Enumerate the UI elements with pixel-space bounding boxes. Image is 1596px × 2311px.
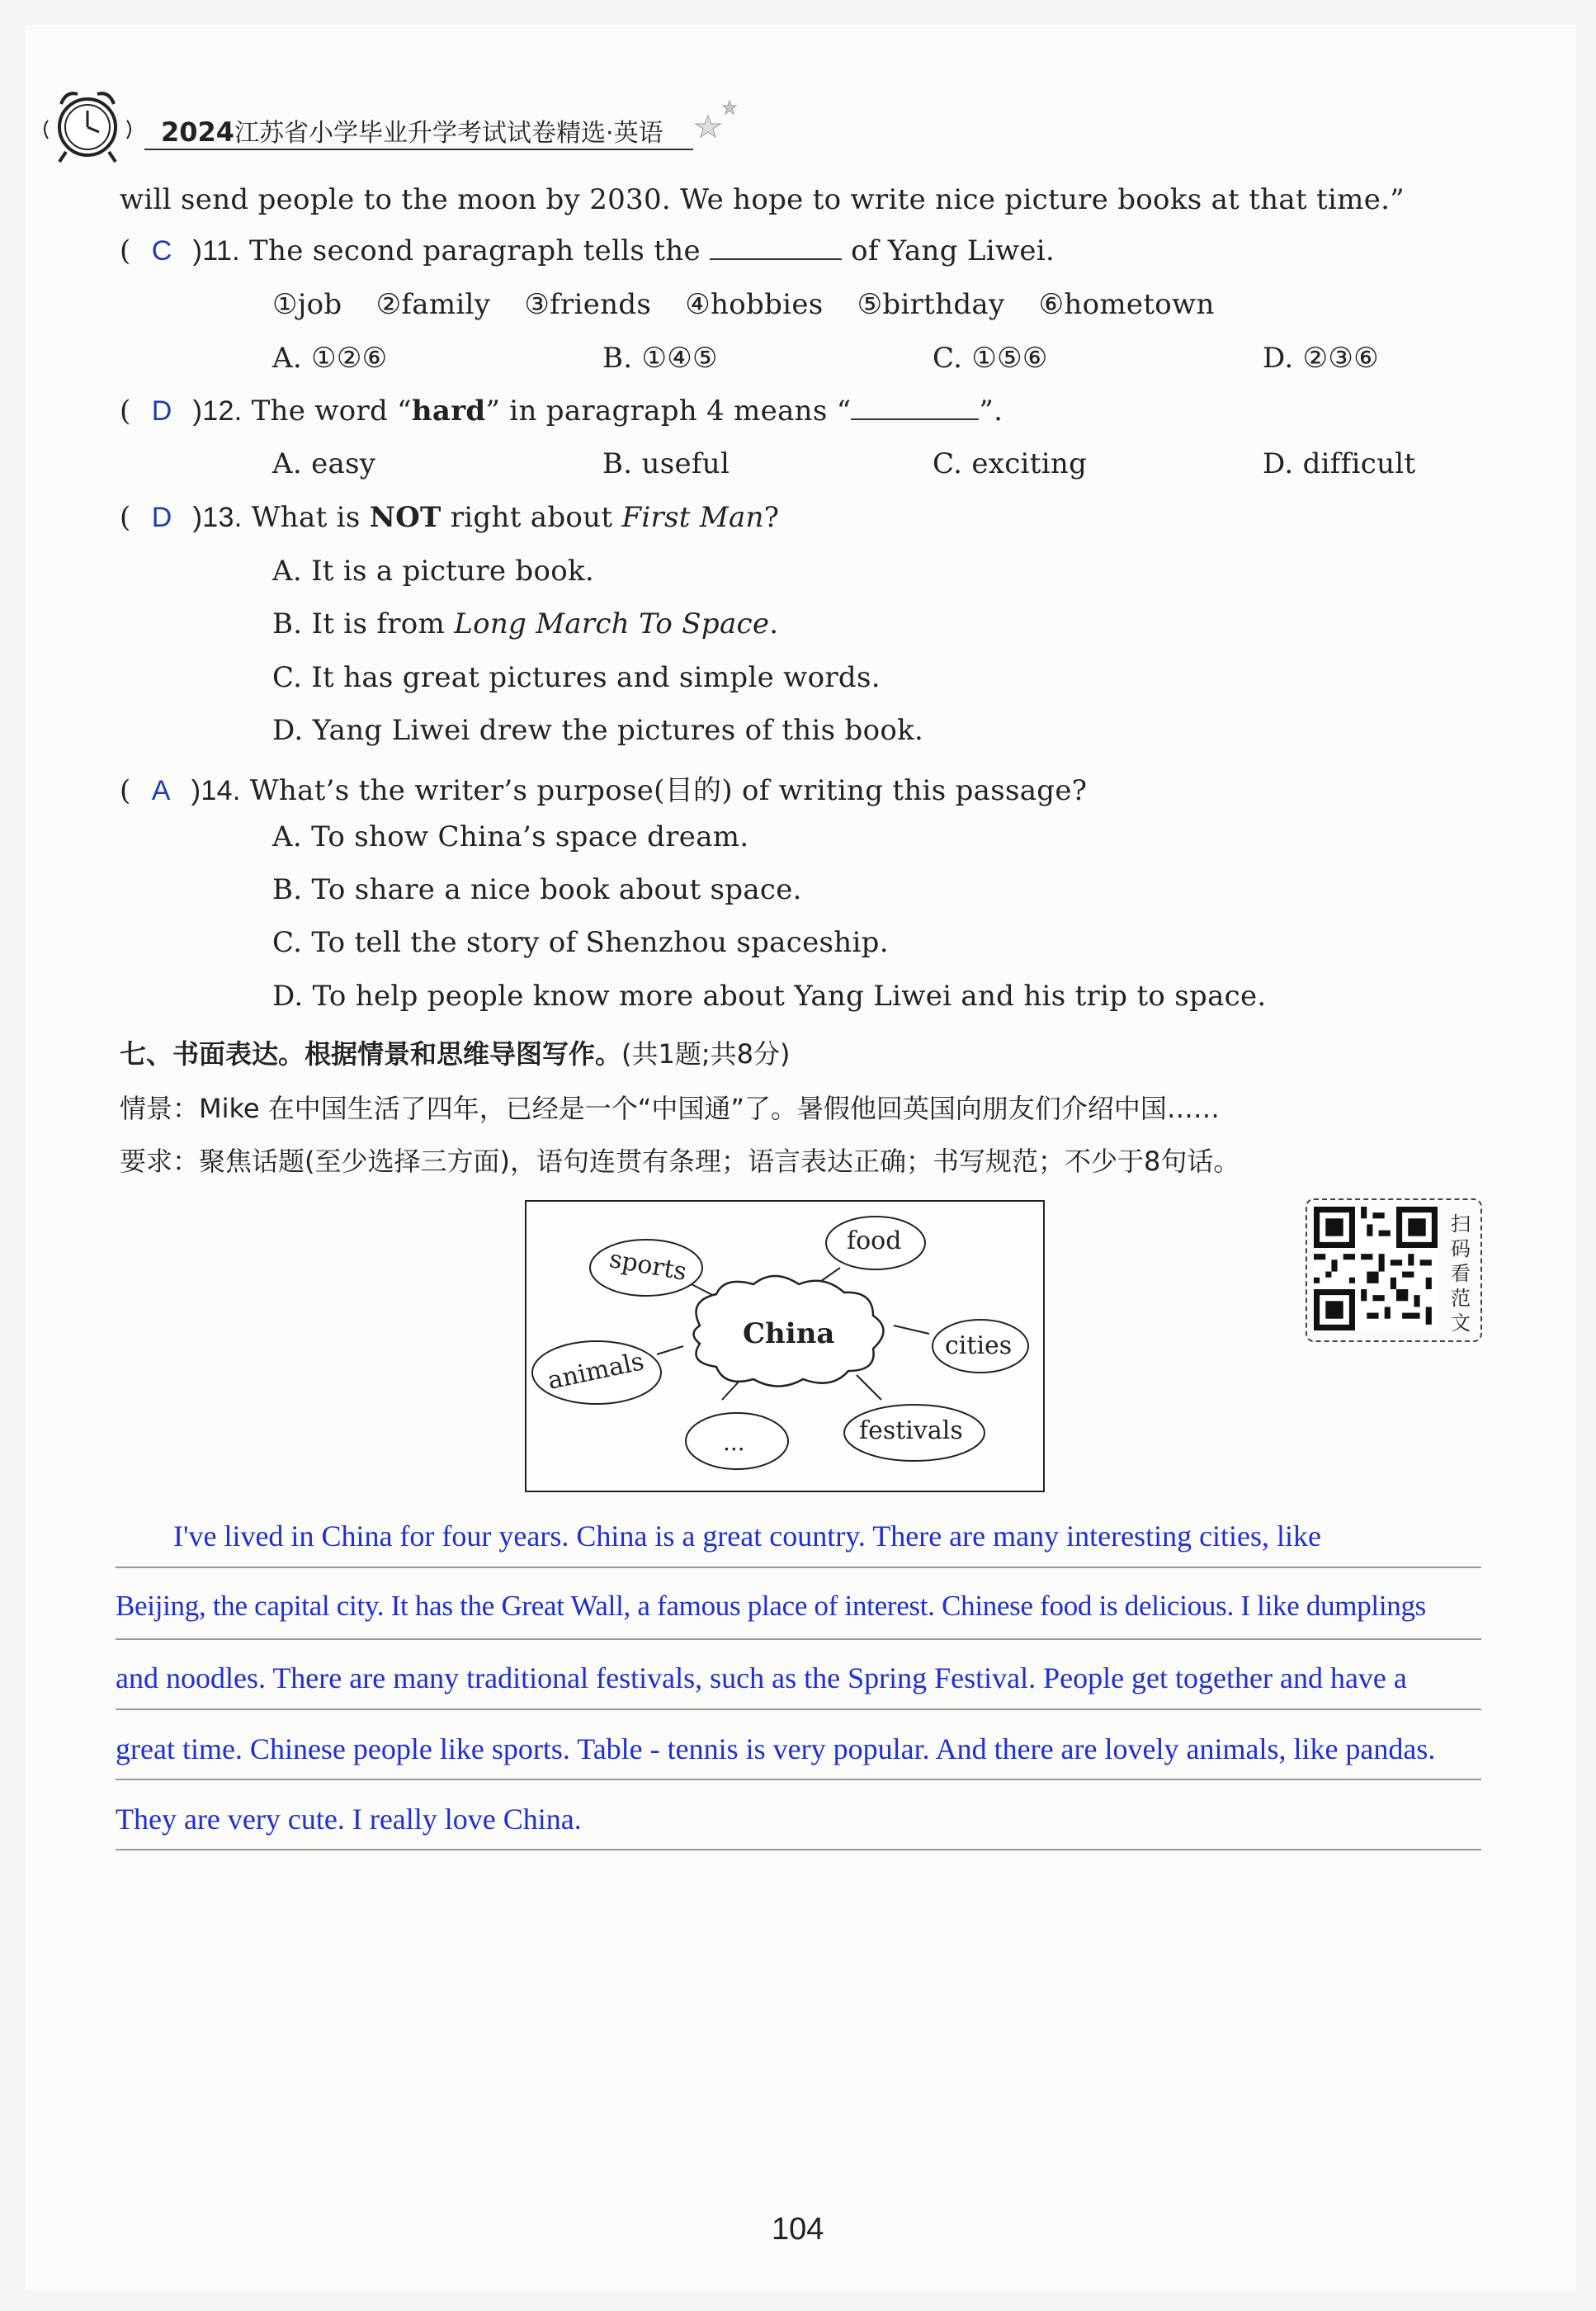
writing-line [116,1849,1481,1850]
book-title: First Man [621,501,764,534]
answer-12[interactable]: D [151,395,172,427]
writing-line [116,1638,1481,1640]
requirement-text: 要求：聚焦话题(至少选择三方面)，语句连贯有条理；语言表达正确；书写规范；不少于8句话。 [120,1146,1240,1177]
question-stem-mid: ” in paragraph 4 means “ [485,395,852,428]
option-b[interactable]: B. useful [602,447,730,480]
alarm-clock-icon [40,79,139,170]
page-number: 104 [772,2212,824,2247]
writing-line [116,1708,1481,1710]
option-c[interactable]: C. To tell the story of Shenzhou spaceship. [272,926,889,959]
question-stem: What’s the writer’s purpose(目的) of writing this passage? [249,774,1088,807]
question-stem-mid: right about [441,501,622,534]
question-stem: What is [251,501,370,534]
answer-blank[interactable] [851,397,979,420]
option-a[interactable]: A. To show China’s space dream. [272,820,749,853]
question-stem: The second paragraph tells the [249,234,701,267]
node-sports: sports [607,1245,689,1287]
option-c[interactable]: C. ①⑤⑥ [933,342,1048,375]
option-b[interactable]: B. ①④⑤ [602,342,718,375]
header-title [161,112,663,149]
option-b[interactable] [272,607,778,640]
essay-line-4[interactable]: great time. Chinese people like sports. Table - tennis is very popular. And there are lovely animals, like pandas. [116,1732,1436,1765]
node-cities: cities [945,1331,1013,1360]
header-book-title: 江苏省小学毕业升学考试试卷精选·英语 [234,119,663,148]
question-number: )12. [192,395,243,427]
node-food: food [847,1226,902,1255]
essay-line-1[interactable]: I've lived in China for four years. China is a great country. There are many interesting cities, like [173,1519,1322,1552]
question-14 [120,768,1087,808]
question-number: )11. [192,235,240,267]
section-heading-note: (共1题;共8分) [621,1038,791,1070]
question-13 [120,501,779,534]
question-number: )13. [192,502,243,533]
question-11 [120,234,1055,267]
star-decoration-icon [693,97,743,139]
question-12 [120,395,1003,428]
qr-code-icon[interactable] [1314,1207,1438,1330]
answer-bracket-open: ( [120,774,131,807]
question-stem-end: ”. [979,395,1003,428]
essay-line-5[interactable]: They are very cute. I really love China. [116,1803,582,1836]
question-number: )14. [191,775,241,806]
item: ①job [272,288,342,321]
option-a[interactable]: A. It is a picture book. [272,555,595,588]
option-a[interactable]: A. ①②⑥ [272,342,388,375]
option-b[interactable]: B. To share a nice book about space. [272,873,802,906]
writing-line [116,1779,1481,1780]
passage-tail: will send people to the moon by 2030. We hope to write nice picture books at that time.” [120,183,1405,216]
option-d[interactable]: D. ②③⑥ [1263,342,1379,375]
answer-bracket-open: ( [120,501,131,534]
answer-13[interactable]: D [151,502,172,533]
essay-line-3[interactable]: and noodles. There are many traditional festivals, such as the Spring Festival. People get together and have a [116,1661,1407,1694]
option-a[interactable]: A. easy [272,447,376,480]
situation-text: 情景：Mike 在中国生活了四年，已经是一个“中国通”了。暑假他回英国向朋友们介绍中国…… [120,1093,1220,1124]
answer-blank[interactable] [710,237,842,260]
question-stem-end: of Yang Liwei. [851,234,1055,267]
question-stem: The word “ [251,395,412,428]
node-festivals: festivals [859,1416,963,1445]
section-heading-text: 七、书面表达。根据情景和思维导图写作。 [120,1038,622,1070]
qr-label: 扫码看范文 [1451,1212,1471,1335]
answer-11[interactable]: C [151,235,172,267]
q11-items [272,288,1215,321]
answer-bracket-open: ( [120,395,131,428]
option-b-text: B. It is from [272,607,455,640]
header-year: 2024 [161,116,235,148]
writing-line [116,1567,1481,1568]
mind-map-center: China [743,1317,835,1350]
mind-map [525,1200,1045,1492]
essay-line-2[interactable]: Beijing, the capital city. It has the Great Wall, a famous place of interest. Chinese food is delicious. I like dumplings [116,1590,1426,1622]
option-b-end: . [769,607,779,640]
header-rule [144,149,693,150]
answer-bracket-open: ( [120,234,131,267]
section-7-heading [120,1033,791,1071]
answer-14[interactable]: A [151,775,171,806]
option-d[interactable]: D. difficult [1263,447,1416,480]
keyword-hard: hard [411,395,486,428]
option-d[interactable]: D. Yang Liwei drew the pictures of this book. [272,714,924,747]
question-stem-end: ? [763,501,780,534]
item: ②family [375,288,491,321]
item: ⑤birthday [857,288,1005,321]
item: ⑥hometown [1038,288,1215,321]
node-more: ... [723,1429,745,1456]
item: ③friends [524,288,652,321]
option-d[interactable]: D. To help people know more about Yang Liwei and his trip to space. [272,980,1267,1013]
option-b-title: Long March To Space [454,607,770,640]
option-c[interactable]: C. It has great pictures and simple words. [272,661,881,694]
option-c[interactable]: C. exciting [933,447,1088,480]
node-animals: animals [545,1347,647,1396]
keyword-not: NOT [369,501,441,534]
item: ④hobbies [685,288,824,321]
